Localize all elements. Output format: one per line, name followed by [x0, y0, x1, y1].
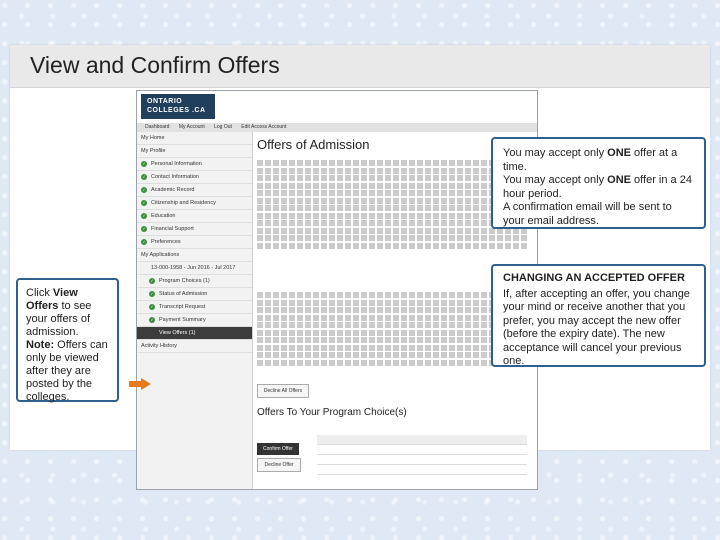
- userbar-dashboard[interactable]: Dashboard: [145, 124, 170, 130]
- nav-view-offers[interactable]: View Offers (1): [137, 327, 252, 340]
- nav-label: Personal Information: [151, 161, 202, 167]
- text-line: [257, 352, 527, 358]
- nav-education[interactable]: [137, 210, 252, 223]
- nav-preferences[interactable]: [137, 236, 252, 249]
- instructions-text-block: [257, 160, 527, 250]
- userbar-account[interactable]: My Account: [178, 124, 205, 130]
- note-text: Offers can only be viewed after they are posted by the colleges.: [26, 339, 108, 403]
- text-line: [257, 345, 527, 351]
- rule-confirmation-email: A confirmation email will be sent to your email address.: [503, 201, 672, 227]
- text-line: [257, 292, 527, 298]
- nav-label: Academic Record: [151, 187, 195, 193]
- text-line: [257, 307, 527, 313]
- userbar-edit-account[interactable]: Edit Access Account: [241, 124, 287, 130]
- nav-payment-summary[interactable]: [137, 314, 252, 327]
- text-line: [257, 243, 527, 249]
- check-icon: ✓: [142, 187, 146, 192]
- rule-one-at-a-time: You may accept only ONE offer at a time.: [503, 147, 678, 173]
- nav-my-home[interactable]: My Home: [137, 132, 252, 145]
- nav-my-applications[interactable]: My Applications: [137, 249, 252, 262]
- text-line: [257, 160, 527, 166]
- text-line: [257, 190, 527, 196]
- check-icon: ✓: [142, 200, 146, 205]
- offers-program-heading: Offers To Your Program Choice(s): [257, 407, 407, 418]
- text-line: [257, 183, 527, 189]
- check-icon: ✓: [142, 161, 146, 166]
- text-line: [257, 205, 527, 211]
- text-line: [257, 360, 527, 366]
- check-icon: ✓: [142, 239, 146, 244]
- callout-heading: CHANGING AN ACCEPTED OFFER: [503, 272, 685, 284]
- nav-label: Payment Summary: [159, 317, 206, 323]
- table-row: [317, 445, 527, 455]
- callout-bold-text: View Offers: [26, 287, 78, 312]
- check-icon: ✓: [142, 213, 146, 218]
- nav-my-profile[interactable]: My Profile: [137, 145, 252, 158]
- text-line: [257, 228, 527, 234]
- decline-all-offers-button[interactable]: Decline All Offers: [257, 384, 309, 398]
- title-bar: [10, 45, 710, 88]
- text-line: [257, 315, 527, 321]
- view-offers-callout: [16, 278, 119, 402]
- userbar-logout[interactable]: Log Out: [214, 124, 232, 130]
- nav-label: Financial Support: [151, 226, 194, 232]
- nav-program-choices[interactable]: [137, 275, 252, 288]
- nav-academic-record[interactable]: [137, 184, 252, 197]
- user-bar: [137, 123, 537, 132]
- note-label: Note:: [26, 339, 55, 351]
- callout-body: If, after accepting an offer, you change your mind or receive another that you prefer, you may accept the new offer (before the expiry date). The new acceptance will cancel your previous one.: [503, 287, 690, 367]
- table-row: [317, 465, 527, 475]
- accept-rules-callout: [491, 137, 706, 229]
- text-line: [257, 337, 527, 343]
- nav-status-of-admission[interactable]: [137, 288, 252, 301]
- text-line: [257, 300, 527, 306]
- logo-band: [137, 91, 537, 123]
- arrow-right-icon: [129, 378, 151, 390]
- nav-citizenship[interactable]: [137, 197, 252, 210]
- check-icon: ✓: [142, 174, 146, 179]
- decline-offer-button[interactable]: Decline Offer: [257, 458, 301, 472]
- nav-application-line[interactable]: 13-000-1958 - Jun 2016 - Jul 2017: [137, 262, 252, 275]
- confirm-offer-button[interactable]: Confirm Offer: [257, 443, 299, 455]
- table-row: [317, 455, 527, 465]
- text-line: [257, 198, 527, 204]
- ontario-colleges-logo[interactable]: [141, 94, 215, 119]
- changing-offer-callout: [491, 264, 706, 367]
- nav-label: Status of Admission: [159, 291, 208, 297]
- text-line: [257, 330, 527, 336]
- logo-line-1: ONTARIO: [147, 98, 183, 105]
- rule-24-hour: You may accept only ONE offer in a 24 hour period.: [503, 174, 692, 200]
- text-line: [257, 213, 527, 219]
- nav-financial-support[interactable]: [137, 223, 252, 236]
- confirmation-text-block: [257, 292, 527, 367]
- text-line: [257, 322, 527, 328]
- nav-activity-history[interactable]: Activity History: [137, 340, 252, 353]
- text-line: [257, 175, 527, 181]
- check-icon: ✓: [150, 291, 154, 296]
- callout-text: Click: [26, 287, 53, 299]
- text-line: [257, 168, 527, 174]
- nav-label: Citizenship and Residency: [151, 200, 216, 206]
- nav-label: Transcript Request: [159, 304, 206, 310]
- nav-transcript-request[interactable]: [137, 301, 252, 314]
- check-icon: ✓: [142, 226, 146, 231]
- nav-label: Education: [151, 213, 176, 219]
- nav-label: Contact Information: [151, 174, 199, 180]
- slide-title: View and Confirm Offers: [30, 52, 280, 78]
- offers-heading: Offers of Admission: [257, 137, 370, 152]
- check-icon: ✓: [150, 304, 154, 309]
- side-navigation: [137, 132, 253, 489]
- nav-label: Preferences: [151, 239, 181, 245]
- nav-personal-information[interactable]: [137, 158, 252, 171]
- text-line: [257, 220, 527, 226]
- nav-label: Program Choices (1): [159, 278, 210, 284]
- portal-screenshot: [136, 90, 538, 490]
- table-row: [317, 435, 527, 445]
- nav-contact-information[interactable]: [137, 171, 252, 184]
- offer-details-table: [317, 435, 527, 475]
- text-line: [257, 235, 527, 241]
- callout-text: to see your offers of admission.: [26, 300, 92, 338]
- logo-line-2: COLLEGES .CA: [147, 107, 206, 114]
- check-icon: ✓: [150, 278, 154, 283]
- check-icon: ✓: [150, 317, 154, 322]
